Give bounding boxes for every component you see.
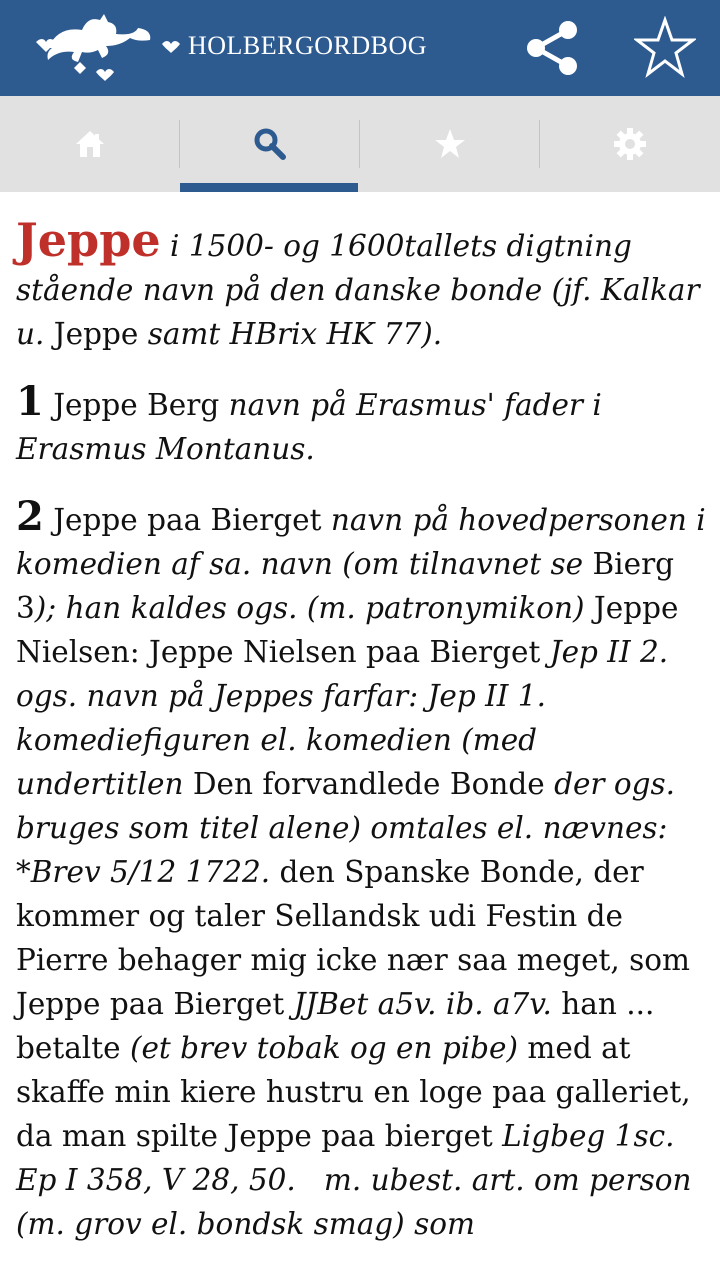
search-icon xyxy=(254,128,286,160)
gear-icon xyxy=(614,128,646,160)
entry-text-italic: m. ubest. art. om person (m. grov el. bondsk smag) som xyxy=(16,1163,692,1241)
entry-text-italic: Jep II 2. ogs. navn på Jeppes farfar: Jep II 1. komediefiguren el. komedien (med undertitlen xyxy=(16,635,669,801)
citation-source: JJBet a5v. ib. a7v. xyxy=(293,987,552,1021)
citation-text: med at skaffe min kiere hustru en loge paa galleriet, da man spilte Jeppe paa bierget xyxy=(16,1031,691,1153)
entry-text-italic: der ogs. bruges som titel alene) omtales el. nævnes: xyxy=(16,767,676,845)
tab-settings[interactable] xyxy=(540,96,720,192)
sense-1 xyxy=(16,380,708,471)
tab-favorites[interactable] xyxy=(360,96,540,192)
cross-reference-link[interactable]: Bierg 3 xyxy=(16,547,675,625)
tab-bar xyxy=(0,96,720,192)
citation-source: Brev 5/12 1722. xyxy=(30,855,271,889)
share-icon[interactable] xyxy=(522,18,582,78)
citation-source: Ligbeg 1sc. Ep I 358, V 28, 50. xyxy=(16,1119,675,1197)
home-icon xyxy=(75,129,105,159)
sense-number: 2 xyxy=(16,493,44,540)
entry-text-italic: navn på Erasmus' fader i Erasmus Montanus. xyxy=(16,388,602,466)
entry-text-italic: i 1500- og 1600tallets digtning stående navn på den danske bonde (jf. Kalkar u. xyxy=(16,229,700,351)
holberg-lion-logo-icon[interactable] xyxy=(26,12,180,82)
entry-text-italic: (et brev tobak og en pibe) xyxy=(129,1031,518,1065)
entry-text-italic: samt HBrix HK 77). xyxy=(147,317,443,351)
sense-number: 1 xyxy=(16,378,44,425)
entry-text: Den forvandlede Bonde xyxy=(192,767,545,801)
entry-text-italic: ); han kaldes ogs. (m. patronymikon) xyxy=(34,591,585,625)
entry-text: Jeppe paa Bierget xyxy=(53,503,322,537)
app-title: HOLBERGORDBOG xyxy=(188,31,428,60)
tab-search[interactable] xyxy=(180,96,360,192)
selected-tab-indicator xyxy=(180,183,358,192)
entry-text: * xyxy=(16,855,31,889)
entry-text-italic: navn på hovedpersonen i komedien af sa. navn (om tilnavnet se xyxy=(16,503,706,581)
citation-text: den Spanske Bonde, der kommer og taler Sellandsk udi Festin de Pierre behager mig icke nær saa meget, som Jeppe paa Bierget xyxy=(16,855,691,1021)
app-bar xyxy=(0,0,720,96)
citation-text: han ... betalte xyxy=(16,987,655,1065)
star-outline-icon[interactable] xyxy=(634,16,696,78)
headword: Jeppe xyxy=(16,213,161,267)
entry-text: Jeppe Nielsen: Jeppe Nielsen paa Bierget xyxy=(16,591,679,669)
sense-2 xyxy=(16,495,708,1246)
entry-text: Jeppe xyxy=(53,317,139,351)
dictionary-entry xyxy=(16,213,708,1270)
star-icon xyxy=(434,128,466,160)
tab-home[interactable] xyxy=(0,96,180,192)
entry-text: Jeppe Berg xyxy=(53,388,220,422)
entry-intro xyxy=(16,213,708,356)
